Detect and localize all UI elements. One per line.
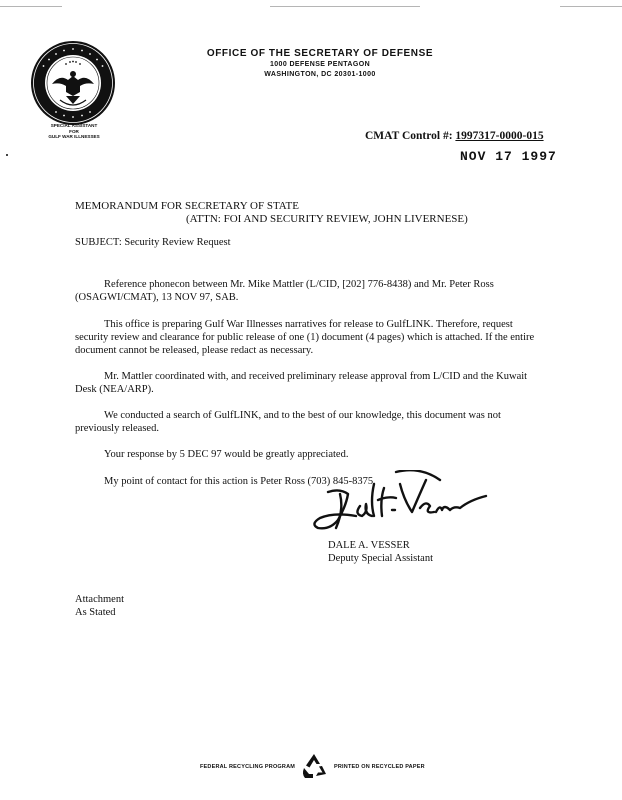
memo-paragraph: My point of contact for this action is Peter Ross (703) 845-8375. [104, 476, 376, 487]
scan-line [0, 6, 62, 7]
memo-paragraph: Reference phonecon between Mr. Mike Mattler (L/CID, [202] 776-8438) and Mr. Peter Ross (OSAGWI/CMAT), 13 NOV 97, SAB. [75, 279, 494, 303]
memo-paragraph: Mr. Mattler coordinated with, and received preliminary release approval from L/CID and the Kuwait Desk (NEA/ARP). [75, 371, 528, 395]
memo-for-line: MEMORANDUM FOR SECRETARY OF STATE [75, 200, 299, 212]
date-stamp: NOV 17 1997 [460, 149, 557, 164]
signer-title: Deputy Special Assistant [328, 553, 433, 564]
signer-name: DALE A. VESSER [328, 540, 410, 551]
footer-recycling-program: FEDERAL RECYCLING PROGRAM [200, 764, 296, 770]
office-block-line: SPECIAL ASSISTANT [50, 123, 98, 128]
office-block-line: FOR [69, 128, 79, 134]
control-label: CMAT Control #: [365, 130, 453, 142]
control-number [365, 130, 544, 142]
scan-line [560, 6, 622, 7]
memo-paragraph: Your response by 5 DEC 97 would be greatly appreciated. [104, 449, 349, 460]
handwritten-signature-icon [300, 470, 490, 540]
department-of-defense-seal-icon [30, 40, 116, 126]
memo-attn-line: (ATTN: FOI AND SECURITY REVIEW, JOHN LIVERNESE) [186, 213, 468, 225]
memo-paragraph: This office is preparing Gulf War Illnesses narratives for release to GulfLINK. Therefore, request security review and clearance for public release of one (1) document (4 pages) which is attached. If the entire document cannot be released, please redact as necessary. [75, 319, 535, 356]
memo-subject: SUBJECT: Security Review Request [75, 237, 231, 248]
attachment-line: Attachment [75, 594, 124, 605]
control-number-value: 1997317-0000-015 [455, 130, 544, 142]
letterhead-address-line: WASHINGTON, DC 20301-1000 [264, 71, 376, 78]
memo-paragraph: We conducted a search of GulfLINK, and to the best of our knowledge, this document was not previously released. [75, 410, 501, 434]
attachment-line: As Stated [75, 607, 116, 618]
office-block [18, 123, 130, 140]
office-block-line: GULF WAR ILLNESSES [48, 134, 100, 139]
recycle-icon [300, 752, 328, 780]
letterhead-address-line: 1000 DEFENSE PENTAGON [269, 61, 371, 68]
letterhead-office: OFFICE OF THE SECRETARY OF DEFENSE [206, 48, 434, 59]
footer-recycled-paper: PRINTED ON RECYCLED PAPER [334, 764, 425, 770]
scan-line [270, 6, 420, 7]
scan-speck [6, 154, 8, 156]
